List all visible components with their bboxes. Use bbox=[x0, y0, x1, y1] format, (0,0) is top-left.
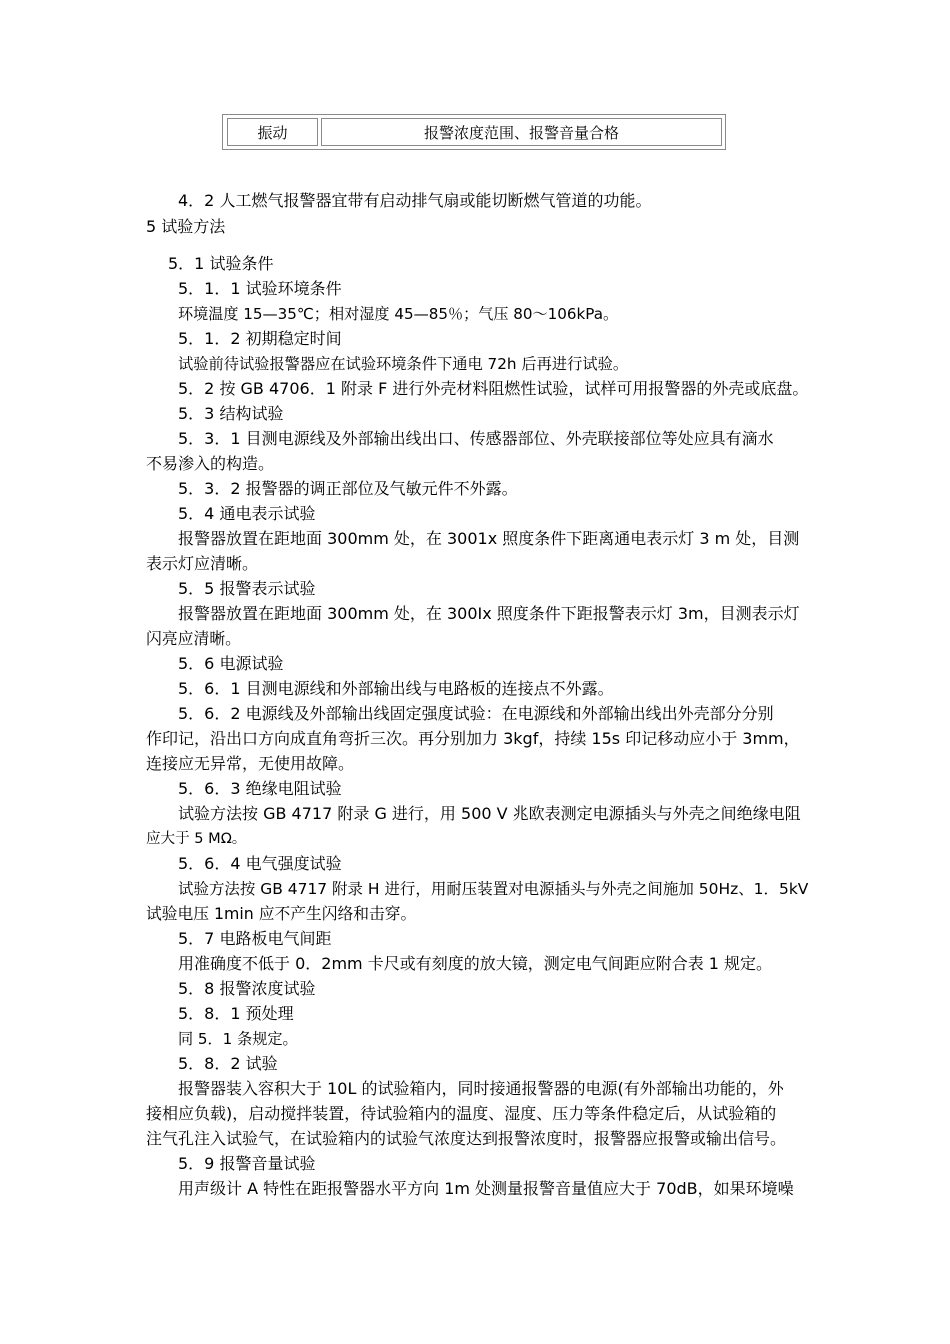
text-line: 4．2 人工燃气报警器宜带有启动排气扇或能切断燃气管道的功能。 bbox=[178, 191, 652, 210]
text-line: 5 试验方法 bbox=[146, 217, 226, 236]
text-line: 同 5．1 条规定。 bbox=[178, 1030, 298, 1048]
table-cell-criterion: 报警浓度范围、报警音量合格 bbox=[321, 118, 722, 146]
text-line: 5．6．1 目测电源线和外部输出线与电路板的连接点不外露。 bbox=[178, 679, 614, 698]
text-line: 5．6．3 绝缘电阻试验 bbox=[178, 779, 342, 798]
text-line: 连接应无异常，无使用故障。 bbox=[146, 754, 355, 773]
text-line: 试验电压 1min 应不产生闪络和击穿。 bbox=[146, 904, 417, 923]
text-line: 用声级计 A 特性在距报警器水平方向 1m 处测量报警音量值应大于 70dB，如果环境噪 bbox=[178, 1179, 794, 1198]
text-line: 5．8．2 试验 bbox=[178, 1054, 278, 1073]
text-line: 闪亮应清晰。 bbox=[146, 629, 241, 648]
text-line: 5．8．1 预处理 bbox=[178, 1004, 294, 1023]
text-line: 作印记，沿出口方向成直角弯折三次。再分别加力 3kgf，持续 15s 印记移动应小于 3mm， bbox=[146, 729, 800, 748]
text-line: 注气孔注入试验气，在试验箱内的试验气浓度达到报警浓度时，报警器应报警或输出信号。 bbox=[146, 1129, 787, 1148]
text-line: 5．9 报警音量试验 bbox=[178, 1154, 316, 1173]
text-line: 表示灯应清晰。 bbox=[146, 554, 259, 573]
spec-table bbox=[222, 114, 726, 150]
text-line: 5．1 试验条件 bbox=[168, 254, 274, 273]
text-line: 环境温度 15—35℃；相对湿度 45—85％；气压 80～106kPa。 bbox=[178, 305, 619, 323]
text-line: 用准确度不低于 0．2mm 卡尺或有刻度的放大镜，测定电气间距应附合表 1 规定。 bbox=[178, 954, 773, 973]
text-line: 5．6．4 电气强度试验 bbox=[178, 854, 342, 873]
text-line: 5．1．1 试验环境条件 bbox=[178, 279, 342, 298]
text-line: 接相应负载)，启动搅拌装置，待试验箱内的温度、湿度、压力等条件稳定后，从试验箱的 bbox=[146, 1104, 777, 1123]
text-line: 5．3．2 报警器的调正部位及气敏元件不外露。 bbox=[178, 479, 518, 498]
text-line: 5．3．1 目测电源线及外部输出线出口、传感器部位、外壳联接部位等处应具有滴水 bbox=[178, 429, 774, 448]
text-line: 应大于 5 MΩ。 bbox=[146, 830, 247, 847]
text-line: 5．6 电源试验 bbox=[178, 654, 284, 673]
text-line: 报警器装入容积大于 10L 的试验箱内，同时接通报警器的电源(有外部输出功能的，外 bbox=[178, 1079, 784, 1098]
text-line: 5．7 电路板电气间距 bbox=[178, 929, 332, 948]
text-line: 5．5 报警表示试验 bbox=[178, 579, 316, 598]
text-line: 5．1．2 初期稳定时间 bbox=[178, 329, 342, 348]
text-line: 5．6．2 电源线及外部输出线固定强度试验：在电源线和外部输出线出外壳部分分别 bbox=[178, 704, 774, 723]
text-line: 5．2 按 GB 4706．1 附录 F 进行外壳材料阻燃性试验，试样可用报警器的外壳或底盘。 bbox=[178, 379, 809, 398]
text-line: 5．4 通电表示试验 bbox=[178, 504, 316, 523]
text-line: 报警器放置在距地面 300mm 处，在 3001x 照度条件下距离通电表示灯 3 m 处，目测 bbox=[178, 529, 800, 548]
text-line: 5．8 报警浓度试验 bbox=[178, 979, 316, 998]
text-line: 试验前待试验报警器应在试验环境条件下通电 72h 后再进行试验。 bbox=[178, 355, 629, 373]
text-line: 报警器放置在距地面 300mm 处，在 300Ix 照度条件下距报警表示灯 3m，目测表示灯 bbox=[178, 604, 800, 623]
text-line: 试验方法按 GB 4717 附录 G 进行，用 500 V 兆欧表测定电源插头与外壳之间绝缘电阻 bbox=[178, 804, 801, 823]
text-line: 试验方法按 GB 4717 附录 H 进行，用耐压装置对电源插头与外壳之间施加 50Hz、1．5kV bbox=[178, 880, 809, 898]
text-line: 5．3 结构试验 bbox=[178, 404, 284, 423]
text-line: 不易渗入的构造。 bbox=[146, 454, 275, 473]
table-cell-item: 振动 bbox=[227, 118, 318, 146]
